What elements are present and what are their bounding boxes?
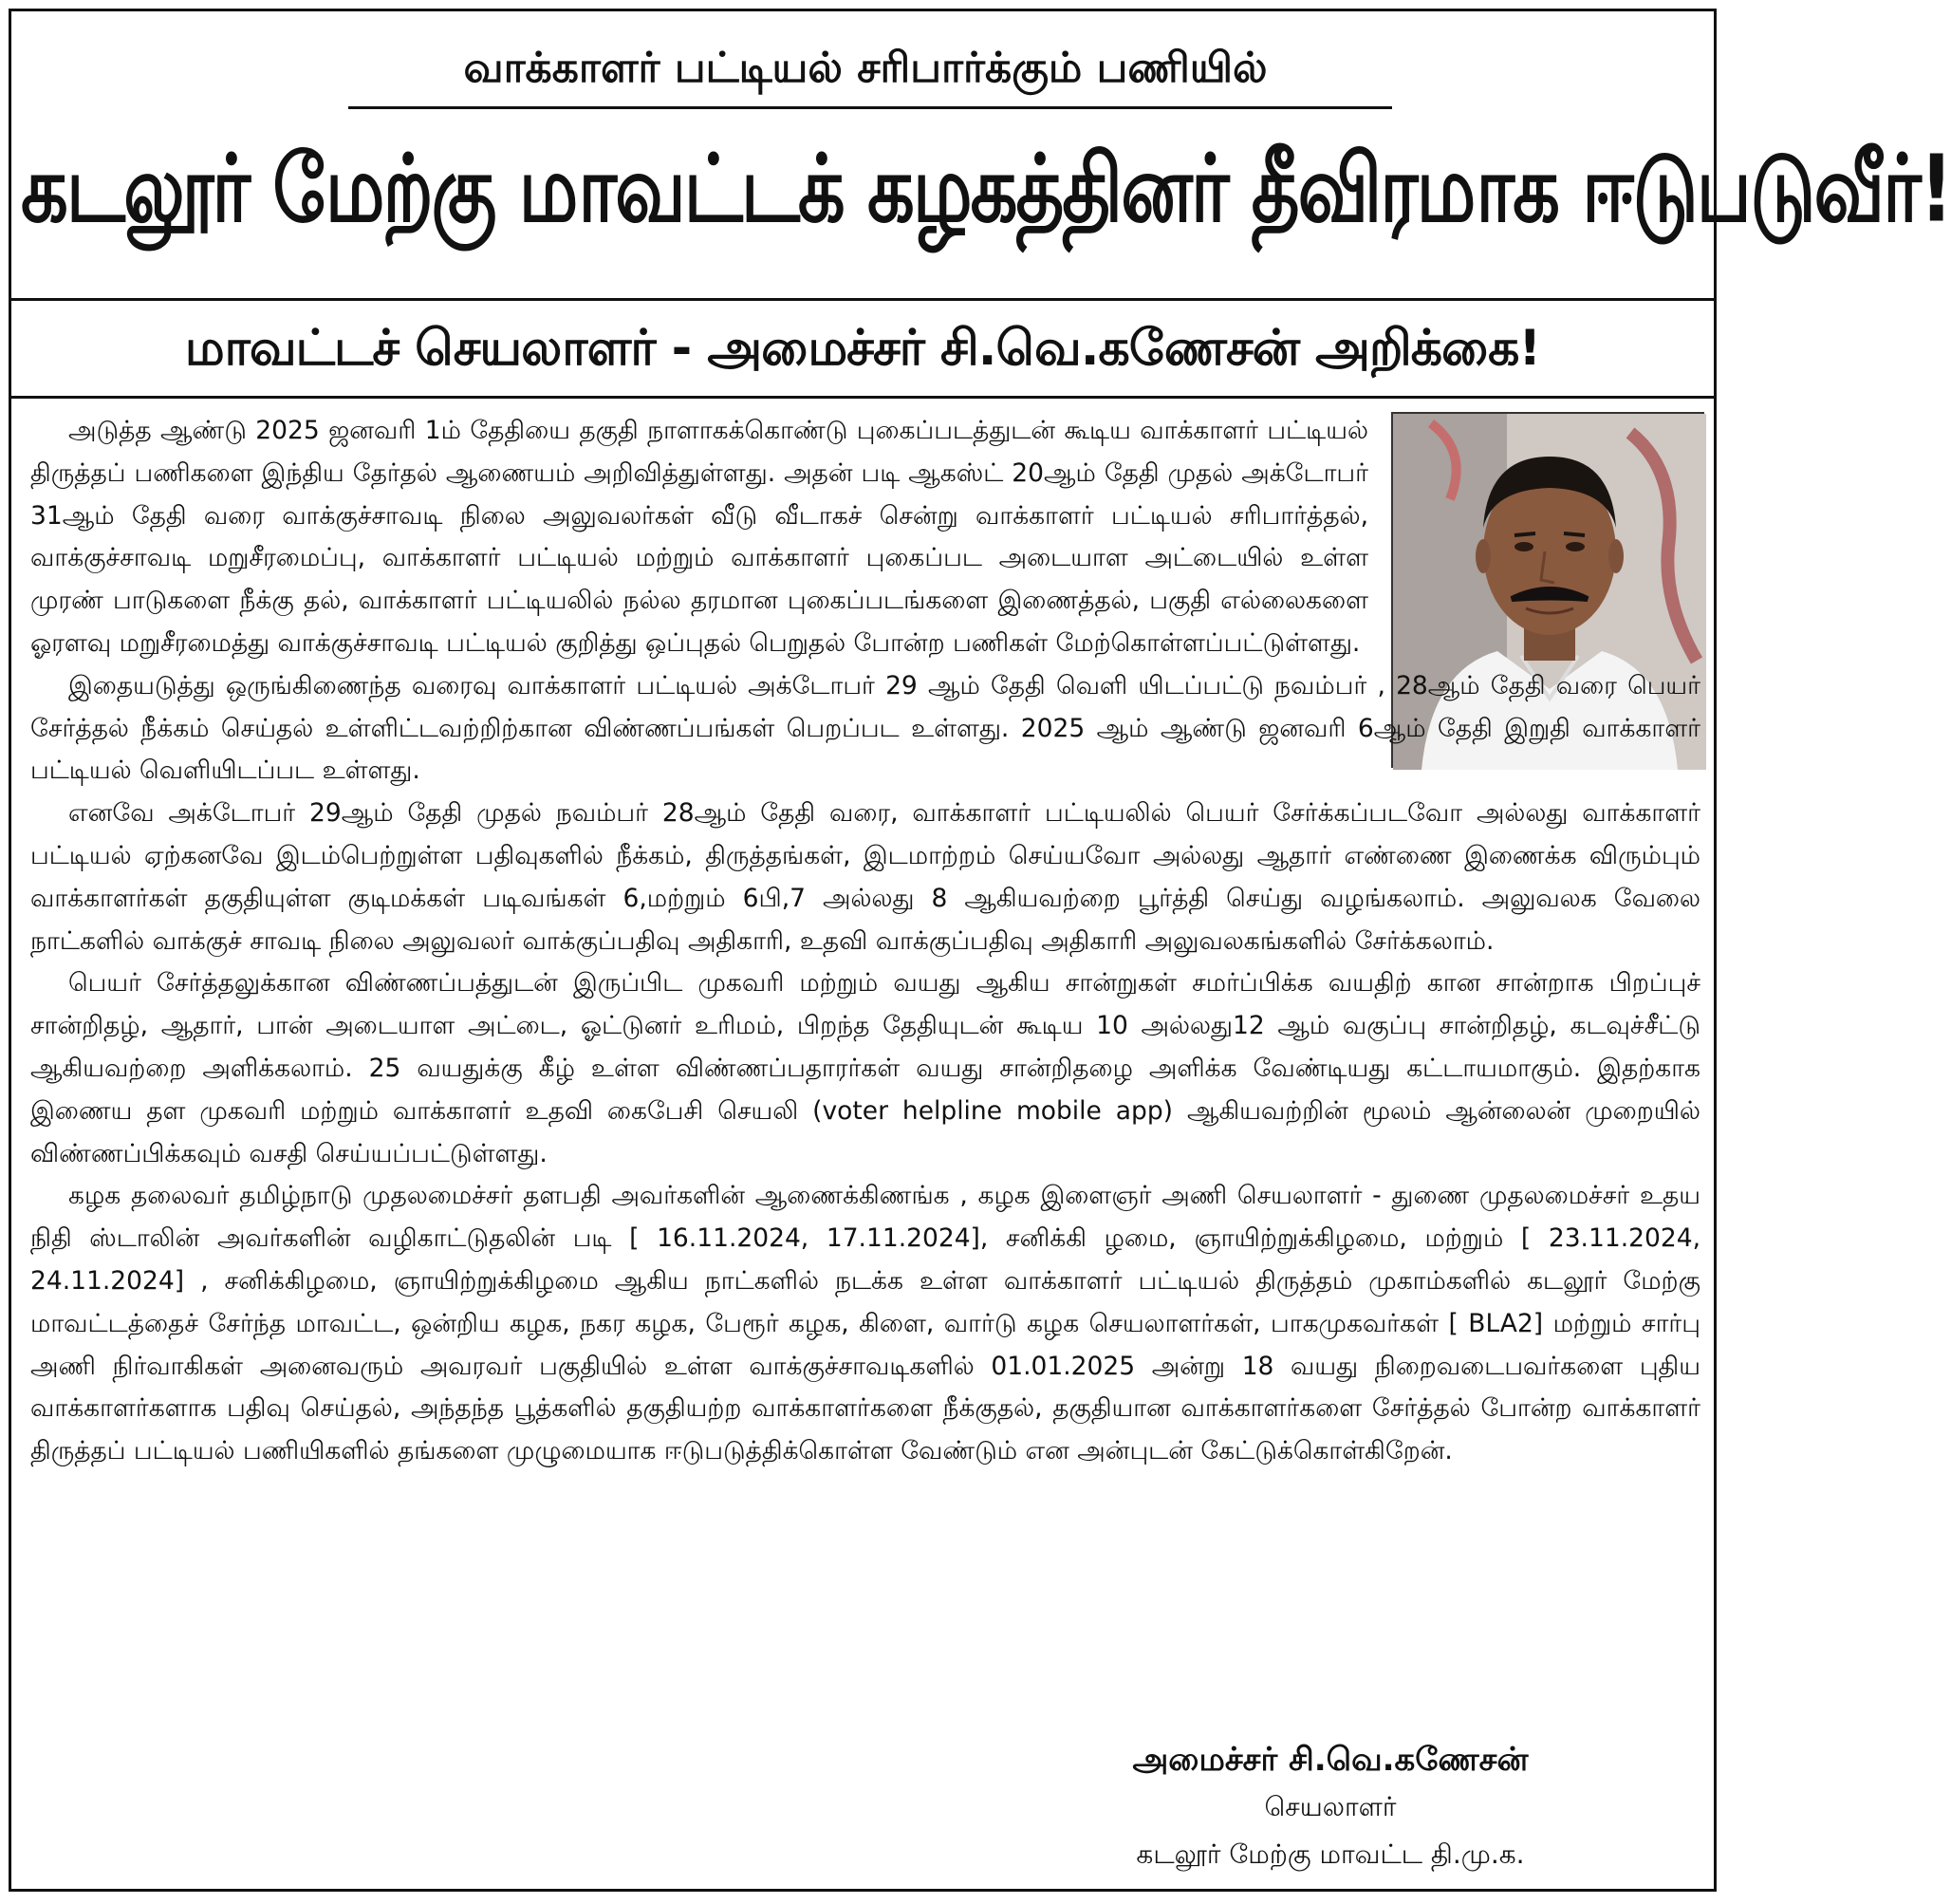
paragraph-3: எனவே அக்டோபர் 29ஆம் தேதி முதல் நவம்பர் 28ஆம் தேதி வரை, வாக்காளர் பட்டியலில் பெயர் சேர்க்கப்படவோ அல்லது வாக்காளர் பட்டியல் ஏற்கனவே இடம்பெற்றுள்ள பதிவுகளில் நீக்கம், திருத்தங்கள், இடமாற்றம் செய்யவோ அல்லது ஆதார் எண்ணை இணைக்க விரும்பும் வாக்காளர்கள் தகுதியுள்ள குடிமக்கள் படிவங்கள் 6,மற்றும் 6பி,7 அல்லது 8 ஆகியவற்றை பூர்த்தி செய்து வழங்கலாம். அலுவலக வேலை நாட்களில் வாக்குச் சாவடி நிலை அலுவலர் வாக்குப்பதிவு அதிகாரி, உதவி வாக்குப்பதிவு அதிகாரி அலுவலகங்களில் சேர்க்கலாம். xyxy=(30,798,1700,956)
paragraph-4: பெயர் சேர்த்தலுக்கான விண்ணப்பத்துடன் இருப்பிட முகவரி மற்றும் வயது ஆகிய சான்றுகள் சமர்ப்பிக்க வயதிற் கான சான்றாக பிறப்புச் சான்றிதழ், ஆதார், பான் அடையாள அட்டை, ஓட்டுனர் உரிமம், பிறந்த தேதியுடன் கூடிய 10 அல்லது12 ஆம் வகுப்பு சான்றிதழ், கடவுச்சீட்டு ஆகியவற்றை அளிக்கலாம். 25 வயதுக்கு கீழ் உள்ள விண்ணப்பதாரர்கள் வயது சான்றிதழை அளிக்க வேண்டியது கட்டாயமாகும். இதற்காக இணைய தள முகவரி மற்றும் வாக்காளர் உதவி கைபேசி செயலி (voter helpline mobile app) ஆகியவற்றின் மூலம் ஆன்லைன் முறையில் விண்ணப்பிக்கவும் வசதி செய்யப்பட்டுள்ளது. xyxy=(30,968,1700,1168)
signature-block xyxy=(1008,1736,1653,1878)
paragraph-5: கழக தலைவர் தமிழ்நாடு முதலமைச்சர் தளபதி அவர்களின் ஆணைக்கிணங்க , கழக இளைஞர் அணி செயலாளர் - துணை முதலமைச்சர் உதய நிதி ஸ்டாலின் அவர்களின் வழிகாட்டுதலின் படி [ 16.11.2024, 17.11.2024], சனிக்கி ழமை, ஞாயிற்றுக்கிழமை, மற்றும் [ 23.11.2024, 24.11.2024] , சனிக்கிழமை, ஞாயிற்றுக்கிழமை ஆகிய நாட்களில் நடக்க உள்ள வாக்காளர் பட்டியல் திருத்தம் முகாம்களில் கடலூர் மேற்கு மாவட்டத்தைச் சேர்ந்த மாவட்ட, ஒன்றிய கழக, நகர கழக, பேரூர் கழக, கிளை, வார்டு கழக செயலாளர்கள், பாகமுகவர்கள் [ BLA2] மற்றும் சார்பு அணி நிர்வாகிகள் அனைவரும் அவரவர் பகுதியில் உள்ள வாக்குச்சாவடிகளில் 01.01.2025 அன்று 18 வயது நிறைவடைபவர்களை புதிய வாக்காளர்களாக பதிவு செய்தல், அந்தந்த பூத்களில் தகுதியற்ற வாக்காளர்களை நீக்குதல், தகுதியான வாக்காளர்களை சேர்த்தல் போன்ற வாக்காளர் திருத்தப் பட்டியல் பணியிகளில் தங்களை முழுமையாக ஈடுபடுத்திக்கொள்ள வேண்டும் என அன்புடன் கேட்டுக்கொள்கிறேன். xyxy=(30,1181,1700,1466)
signatory-organisation: கடலூர் மேற்கு மாவட்ட தி.மு.க. xyxy=(1136,1839,1525,1870)
paragraph-2: இதையடுத்து ஒருங்கிணைந்த வரைவு வாக்காளர் பட்டியல் அக்டோபர் 29 ஆம் தேதி வெளி யிடப்பட்டு நவம்பர் , 28ஆம் தேதி வரை பெயர் சேர்த்தல் நீக்கம் செய்தல் உள்ளிட்டவற்றிற்கான விண்ணப்பங்கள் பெறப்பட உள்ளது. 2025 ஆம் ஆண்டு ஜனவரி 6ஆம் தேதி இறுதி வாக்காளர் பட்டியல் வெளியிடப்பட உள்ளது. xyxy=(30,670,1700,786)
kicker-heading: வாக்காளர் பட்டியல் சரிபார்க்கும் பணியில் xyxy=(463,44,1268,92)
signatory-name: அமைச்சர் சி.வெ.கணேசன் xyxy=(1132,1741,1529,1779)
kicker-underline xyxy=(348,106,1392,109)
notice-body xyxy=(30,410,1700,1473)
notice-frame xyxy=(9,9,1951,1892)
subheading-banner: மாவட்டச் செயலாளர் - அமைச்சர் சி.வெ.கணேசன் அறிக்கை! xyxy=(11,298,1714,399)
paragraph-1: அடுத்த ஆண்டு 2025 ஜனவரி 1ம் தேதியை தகுதி நாளாகக்கொண்டு புகைப்படத்துடன் கூடிய வாக்காளர் பட்டியல் திருத்தப் பணிகளை இந்திய தேர்தல் ஆணையம் அறிவித்துள்ளது. அதன் படி ஆகஸ்ட் 20ஆம் தேதி முதல் அக்டோபர் 31ஆம் தேதி வரை வாக்குச்சாவடி நிலை அலுவலர்கள் வீடு வீடாகச் சென்று வாக்காளர் பட்டியல் சரிபார்த்தல், வாக்குச்சாவடி மறுசீரமைப்பு, வாக்காளர் பட்டியல் மற்றும் வாக்காளர் புகைப்பட அடையாள அட்டையில் உள்ள முரண் பாடுகளை நீக்கு தல், வாக்காளர் பட்டியலில் நல்ல தரமான புகைப்படங்களை இணைத்தல், பகுதி எல்லைகளை ஓரளவு மறுசீரமைத்து வாக்குச்சாவடி பட்டியல் குறித்து ஒப்புதல் பெறுதல் போன்ற பணிகள் மேற்கொள்ளப்பட்டுள்ளது. xyxy=(30,416,1368,658)
main-headline: கடலூர் மேற்கு மாவட்டக் கழகத்தினர் தீவிரமாக ஈடுபடுவீர்! xyxy=(21,136,1951,244)
signatory-role: செயலாளர் xyxy=(1264,1791,1397,1822)
